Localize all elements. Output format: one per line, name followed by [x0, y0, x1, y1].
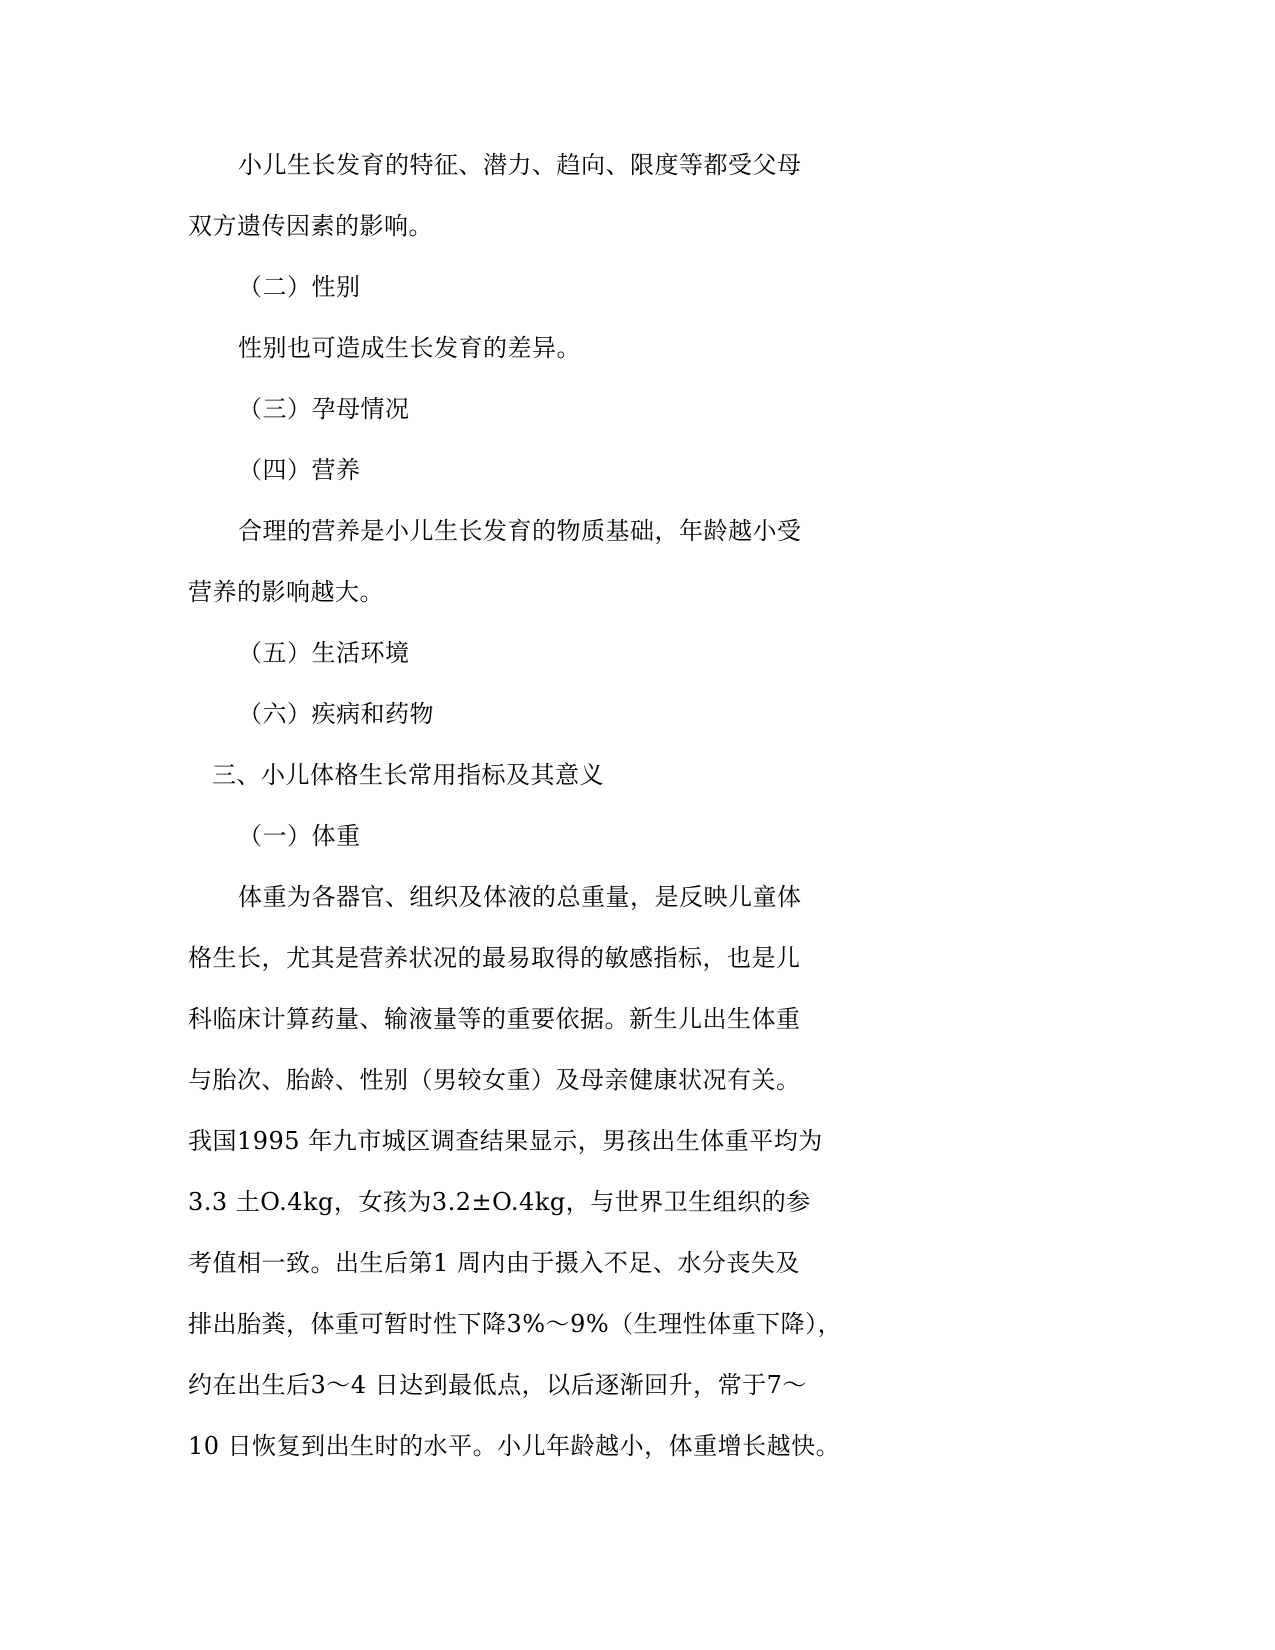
subsection-heading: （一）体重	[238, 822, 361, 850]
paragraph-line: 10 日恢复到出生时的水平。小儿年龄越小，体重增长越快。	[188, 1432, 841, 1460]
paragraph-line: 科临床计算药量、输液量等的重要依据。新生儿出生体重	[188, 1005, 801, 1033]
subsection-heading: （五）生活环境	[238, 639, 410, 667]
paragraph-line: 约在出生后3～4 日达到最低点，以后逐渐回升，常于7～	[188, 1371, 807, 1399]
paragraph-line: 我国1995 年九市城区调查结果显示，男孩出生体重平均为	[188, 1127, 823, 1155]
paragraph-line: 双方遗传因素的影响。	[188, 212, 433, 240]
paragraph-line: 性别也可造成生长发育的差异。	[238, 334, 581, 362]
paragraph-line: 考值相一致。出生后第1 周内由于摄入不足、水分丧失及	[188, 1249, 800, 1277]
paragraph-line: 营养的影响越大。	[188, 578, 384, 606]
subsection-heading: （三）孕母情况	[238, 395, 410, 423]
paragraph-line: 体重为各器官、组织及体液的总重量，是反映儿童体	[238, 883, 802, 911]
subsection-heading: （四）营养	[238, 456, 361, 484]
paragraph-line: 排出胎粪，体重可暂时性下降3%～9%（生理性体重下降），	[188, 1310, 843, 1338]
paragraph-line: 小儿生长发育的特征、潜力、趋向、限度等都受父母	[238, 151, 802, 179]
paragraph-line: 合理的营养是小儿生长发育的物质基础，年龄越小受	[238, 517, 802, 545]
paragraph-line: 格生长，尤其是营养状况的最易取得的敏感指标，也是儿	[188, 944, 801, 972]
subsection-heading: （二）性别	[238, 273, 361, 301]
section-heading: 三、小儿体格生长常用指标及其意义	[212, 761, 604, 789]
paragraph-line: 3.3 土O.4kg，女孩为3.2±O.4kg，与世界卫生组织的参	[188, 1188, 811, 1216]
paragraph-line: 与胎次、胎龄、性别（男较女重）及母亲健康状况有关。	[188, 1066, 801, 1094]
subsection-heading: （六）疾病和药物	[238, 700, 434, 728]
